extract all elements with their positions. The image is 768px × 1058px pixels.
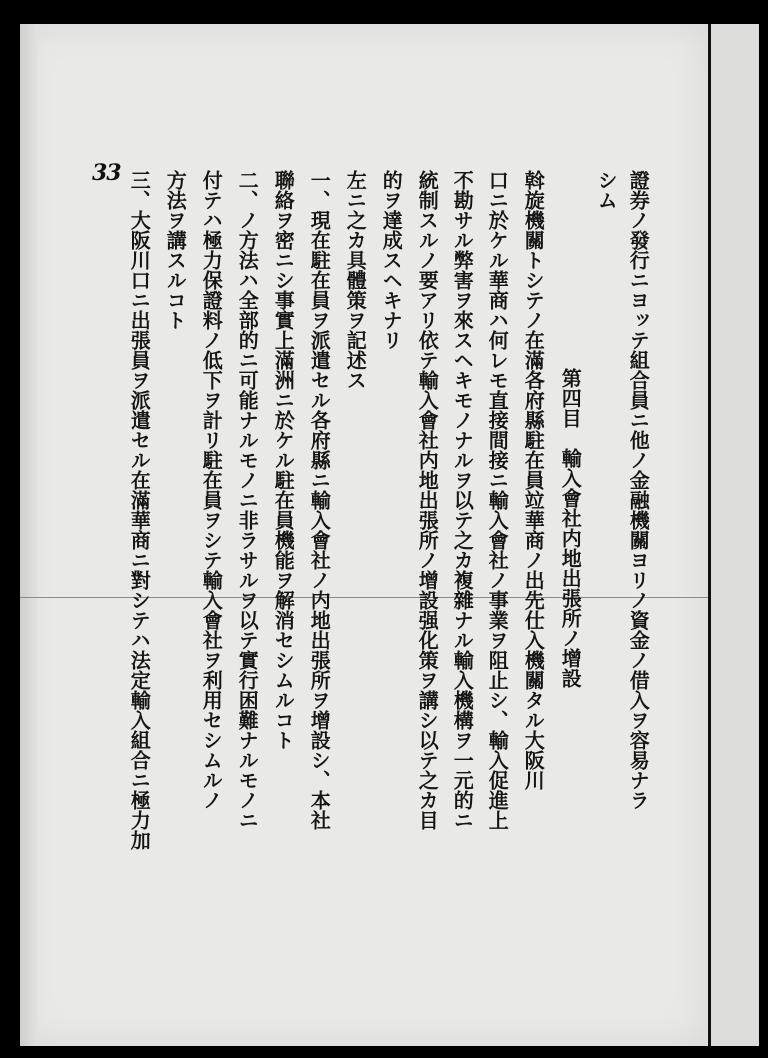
text-column-10 xyxy=(302,170,336,830)
column-text: 一、現在駐在員ヲ派遣セル各府縣ニ輸入會社ノ内地出張所ヲ增設シ、本社 xyxy=(307,170,332,830)
column-text: 的ヲ達成スヘキナリ xyxy=(379,170,404,350)
text-column-5 xyxy=(480,170,514,830)
page-number: 33 xyxy=(92,160,121,186)
adjacent-page-edge xyxy=(708,24,759,1046)
text-column-4 xyxy=(516,170,550,790)
text-column-6 xyxy=(445,170,479,830)
text-column-2 xyxy=(589,170,623,210)
column-text: 統制スルノ要アリ依テ輸入會社内地出張所ノ增設强化策ヲ講シ以テ之カ目 xyxy=(415,170,440,830)
column-text: 方法ヲ講スルコト xyxy=(163,170,188,330)
text-column-9 xyxy=(338,170,372,390)
column-text: シム xyxy=(594,170,619,210)
column-text: 左ニ之カ具體策ヲ記述ス xyxy=(343,170,368,390)
text-column-8 xyxy=(374,170,408,350)
column-text: 二、ノ方法ハ全部的ニ可能ナルモノニ非ラサルヲ以テ實行困難ナルモノニ xyxy=(235,170,260,830)
text-column-11 xyxy=(266,170,300,750)
column-text: 付テハ極力保證料ノ低下ヲ計リ駐在員ヲシテ輸入會社ヲ利用セシムルノ xyxy=(199,170,224,810)
column-text: 三、大阪川口ニ出張員ヲ派遣セル在滿華商ニ對シテハ法定輸入組合ニ極力加 xyxy=(127,170,152,850)
column-text: 斡旋機關トシテノ在滿各府縣駐在員竝華商ノ出先仕入機關タル大阪川 xyxy=(521,170,546,790)
column-text: 口ニ於ケル華商ハ何レモ直接間接ニ輸入會社ノ事業ヲ阻止シ、輸入促進上 xyxy=(485,170,510,830)
text-column-1 xyxy=(621,170,655,810)
text-column-15 xyxy=(122,170,156,850)
text-column-14 xyxy=(158,170,192,330)
column-text: 證券ノ發行ニヨッテ組合員ニ他ノ金融機關ヨリノ資金ノ借入ヲ容易ナラ xyxy=(626,170,651,810)
page-left-edge xyxy=(20,24,38,1046)
column-text: 聯絡ヲ密ニシ事實上滿洲ニ於ケル駐在員機能ヲ解消セシムルコト xyxy=(271,170,296,750)
text-column-13 xyxy=(194,170,228,810)
column-text: 不勘サル弊害ヲ來スヘキモノナルヲ以テ之カ複雜ナル輸入機構ヲ一元的ニ xyxy=(450,170,475,830)
text-column-7 xyxy=(410,170,444,830)
text-column-3 xyxy=(553,368,587,688)
column-text: 第四目 輸入會社内地出張所ノ增設 xyxy=(558,368,583,688)
text-column-12 xyxy=(230,170,264,830)
